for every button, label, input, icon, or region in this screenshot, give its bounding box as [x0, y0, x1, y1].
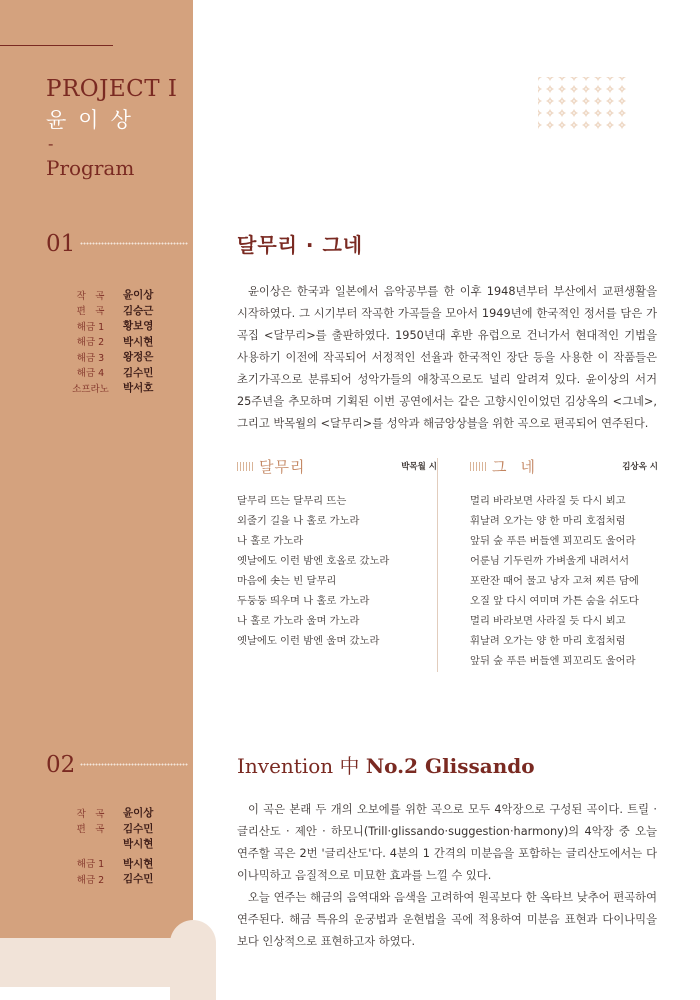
project-subtitle: Program — [46, 156, 135, 180]
project-title: PROJECT I — [46, 76, 178, 102]
poem-line: 두둥둥 띄우며 나 홀로 가노라 — [237, 595, 370, 607]
section-description-01 — [237, 281, 657, 435]
credit-role: 해금 1 — [76, 859, 105, 871]
credit-name: 박서호 — [123, 382, 154, 395]
credit-role: 해금 3 — [76, 352, 105, 364]
poem-divider — [437, 458, 438, 672]
poem-line: 오질 앞 다시 여미며 가튼 숨을 쉬도다 — [470, 595, 639, 607]
credit-row — [58, 318, 188, 334]
poem-line: 앞뒤 숲 푸른 버들엔 꾀꼬리도 울어라 — [470, 535, 636, 547]
section-number-01: 01 — [46, 231, 76, 257]
poem-title: 달무리 — [259, 457, 306, 476]
poem-line: 마음에 솟는 빈 달무리 — [237, 575, 337, 587]
poem-line: 외줄기 길을 나 홀로 가노라 — [237, 515, 360, 527]
credit-role: 작 곡 — [76, 290, 105, 302]
poem-line: 옛날에도 이런 밤엔 호올로 갔노라 — [237, 555, 390, 567]
poem-bars-icon — [237, 462, 253, 471]
credit-row — [58, 349, 188, 365]
credit-role: 해금 2 — [76, 337, 105, 349]
credit-role: 해금 2 — [76, 874, 105, 886]
credit-name: 김수민 — [123, 873, 154, 886]
lattice-pattern-decoration — [538, 77, 630, 131]
credit-name: 박시현 — [123, 838, 154, 851]
paragraph-text: 윤이상은 한국과 일본에서 음악공부를 한 이후 1948년부터 부산에서 교편생활을 시작하였다. 그 시기부터 작곡한 가곡들을 모아서 1949년에 한국적인 정서를 담은 가곡집 <달무리>를 출판하였다. 1950년대 후반 유럽으로 건너가서 현대적인 기법을 사용하기 이전에 작곡되어 서정적인 선율과 한국적인 장단 등을 사용한 이 작품들은 초기가곡으로 분류되어 성악가들의 애창곡으로도 널리 알려져 있다. 윤이상의 서거 25주년을 추모하며 기획된 이번 공연에서는 같은 고향시인이었던 김상옥의 <그네>, 그리고 박목월의 <달무리>를 성악과 해금앙상블을 위한 곡으로 편곡되어 연주된다. — [237, 285, 657, 430]
section-title-01: 달무리 · 그네 — [237, 233, 364, 257]
decorative-tab-shape — [170, 920, 216, 1000]
credit-row — [58, 303, 188, 319]
credit-row — [58, 856, 188, 872]
credit-role: 편 곡 — [76, 824, 105, 836]
poem-author: 박목월 시 — [401, 462, 437, 472]
sidebar-bottom-band — [0, 938, 193, 987]
credit-row — [58, 805, 188, 821]
section-divider-dots — [80, 763, 188, 766]
credit-row — [58, 836, 188, 852]
title-main: No.2 Glissando — [365, 754, 535, 778]
poem-line: 휘날려 오가는 양 한 마리 호접처럼 — [470, 515, 626, 527]
credit-name: 박시현 — [123, 335, 154, 348]
sidebar — [0, 0, 193, 987]
section-divider-dots — [80, 242, 188, 245]
credit-name: 윤이상 — [123, 807, 154, 820]
credit-name: 김수민 — [123, 366, 154, 379]
poem-lines — [237, 491, 437, 651]
credit-name: 황보영 — [123, 320, 154, 333]
sidebar-top-rule — [0, 45, 113, 46]
paragraph-text: 오늘 연주는 해금의 음역대와 음색을 고려하여 원곡보다 한 옥타브 낮추어 편곡하여 연주된다. 해금 특유의 운궁법과 운현법을 곡에 적용하여 미분음 표현과 다이나믹을 보다 인상적으로 표현하고자 하였다. — [237, 891, 657, 948]
credit-row — [58, 380, 188, 396]
credit-row — [58, 821, 188, 837]
credit-role: 편 곡 — [76, 306, 105, 318]
credits-list-02 — [58, 805, 188, 887]
credit-name: 김승근 — [123, 304, 154, 317]
title-prefix: Invention 中 — [237, 754, 366, 778]
credit-role: 해금 4 — [76, 368, 105, 380]
poem-block-geune — [470, 456, 658, 671]
poem-author: 김상옥 시 — [622, 462, 658, 472]
section-number-02: 02 — [46, 752, 76, 778]
poem-line: 달무리 뜨는 달무리 뜨는 — [237, 495, 347, 507]
credit-name: 왕정은 — [123, 351, 154, 364]
credits-list-01 — [58, 287, 188, 396]
poem-line: 멀리 바라보면 사라질 듯 다시 뵈고 — [470, 495, 626, 507]
credit-role: 소프라노 — [72, 383, 109, 395]
credit-name: 윤이상 — [123, 289, 154, 302]
poem-line: 앞뒤 숲 푸른 버들엔 꾀꼬리도 울어라 — [470, 655, 636, 667]
poem-line: 포란잔 때어 물고 낭자 고쳐 찌른 담에 — [470, 575, 639, 587]
credit-row — [58, 334, 188, 350]
poem-line: 나 홀로 가노라 — [237, 535, 304, 547]
section-title-02 — [237, 750, 535, 779]
poem-bars-icon — [470, 462, 486, 471]
credit-row — [58, 871, 188, 887]
poem-line: 휘날려 오가는 양 한 마리 호접처럼 — [470, 635, 626, 647]
section-description-02 — [237, 799, 657, 953]
credit-row — [58, 365, 188, 381]
poem-line: 어룬님 기두린까 가벼울게 내려서서 — [470, 555, 630, 567]
poem-line: 멀리 바라보면 사라질 듯 다시 뵈고 — [470, 615, 626, 627]
project-dash: - — [48, 134, 54, 153]
poem-lines — [470, 491, 658, 671]
poem-header — [470, 456, 658, 476]
paragraph-text: 이 곡은 본래 두 개의 오보에를 위한 곡으로 모두 4악장으로 구성된 곡이다. 트릴 · 글리산도 · 제안 · 하모니(Trill·glissando·suggestion·harmony)의 4악장 중 오늘 연주할 곡은 2번 '글리산도'다. 4분의 1 간격의 미분음을 포함하는 글리산도에서는 다이나믹하고 음질적으로 미묘한 효과를 느낄 수 있다. — [237, 803, 657, 882]
credit-row — [58, 287, 188, 303]
poem-line: 나 홀로 가노라 울며 가노라 — [237, 615, 360, 627]
credit-role: 작 곡 — [76, 808, 105, 820]
poem-block-dalmuri — [237, 456, 437, 651]
credit-role: 해금 1 — [76, 321, 105, 333]
project-name: 윤이상 — [46, 108, 143, 132]
poem-line: 옛날에도 이런 밤엔 울며 갔노라 — [237, 635, 380, 647]
poem-header — [237, 456, 437, 476]
credit-name: 김수민 — [123, 822, 154, 835]
poem-title: 그네 — [492, 457, 549, 476]
credit-name: 박시현 — [123, 857, 154, 870]
